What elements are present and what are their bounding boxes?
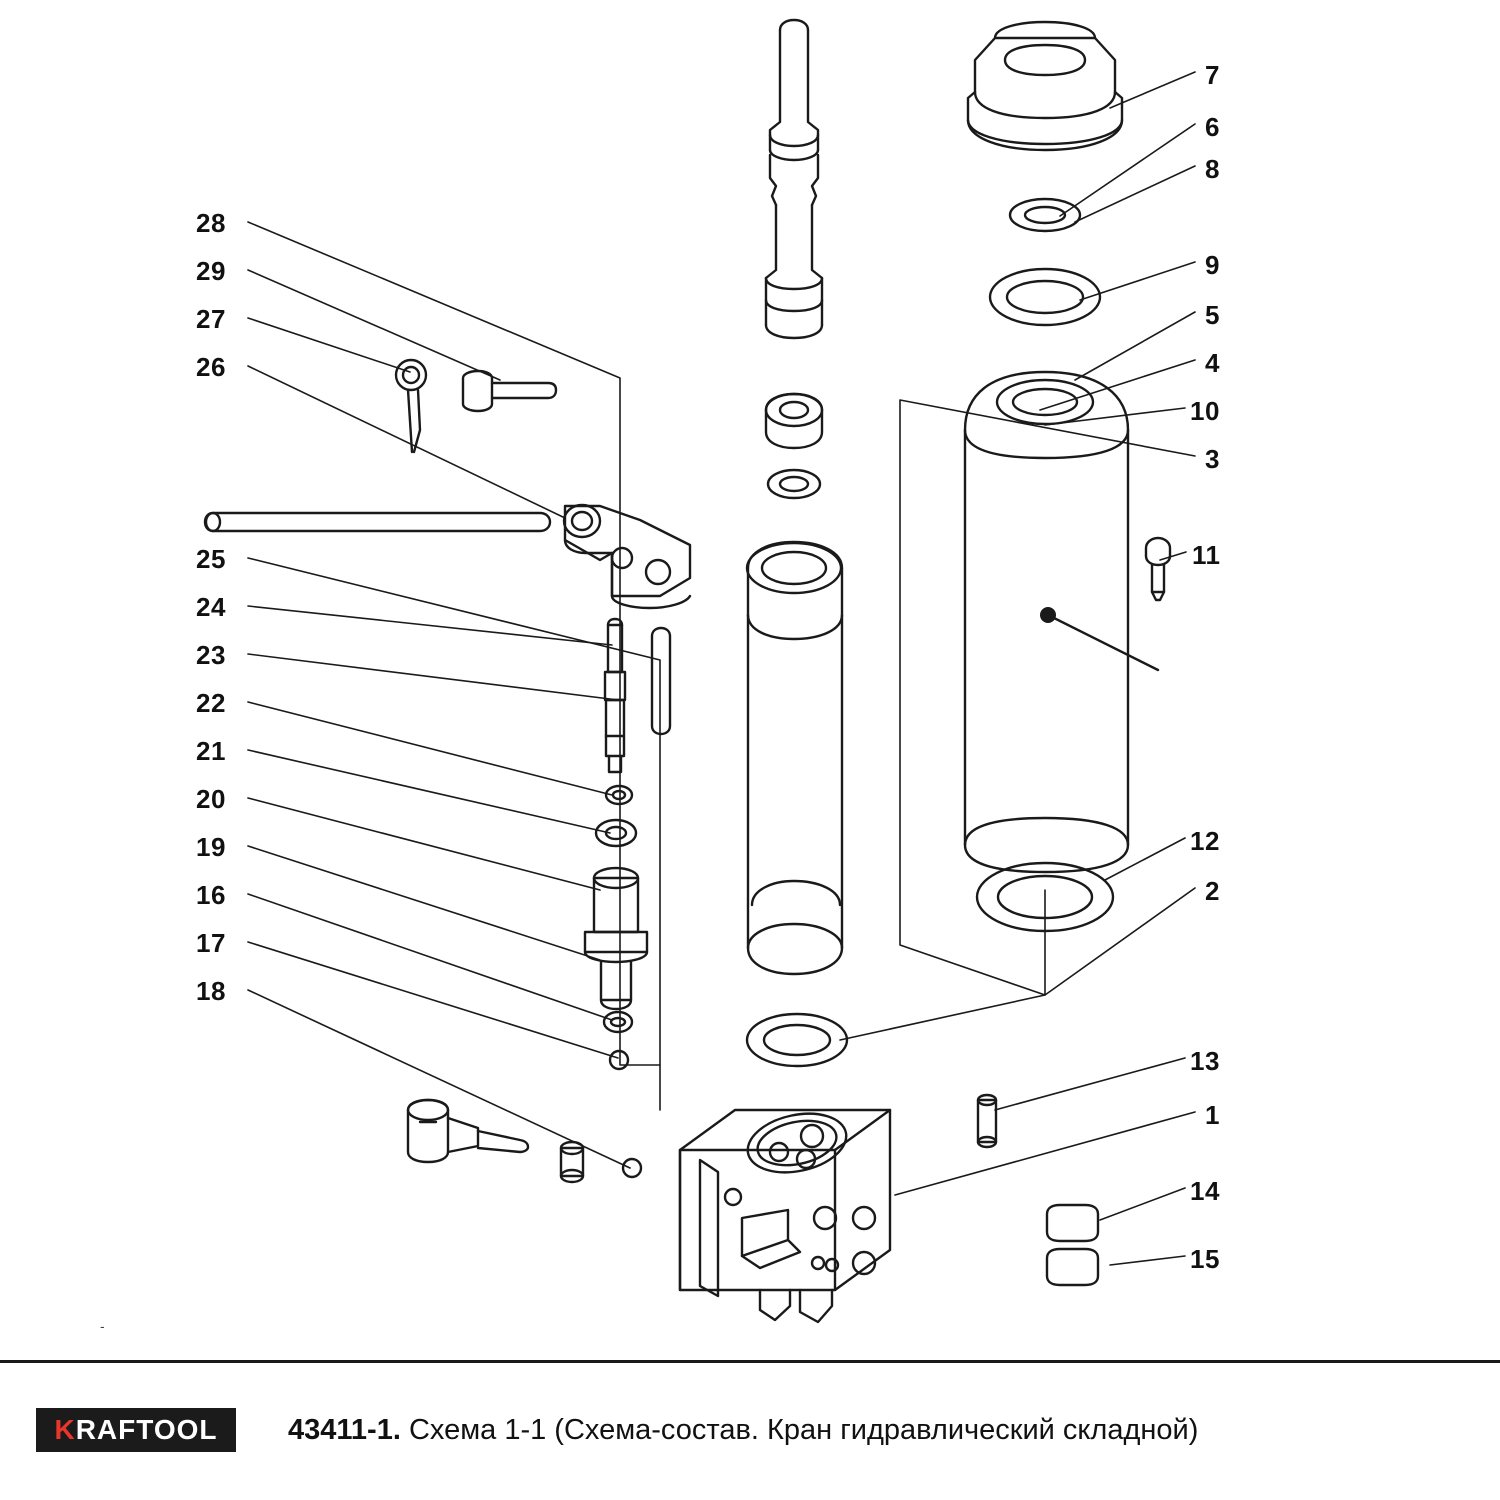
callout-10: 10 [1190,396,1220,426]
corner-tick: - [100,1318,105,1334]
part-8-washer [1010,199,1080,231]
callout-19: 19 [196,832,226,862]
leader-lines-left [248,222,660,1168]
part-27-cotter-pin [396,360,426,452]
leader-lines-right [840,72,1195,1265]
footer [0,1360,1500,1500]
part-23-plunger-lower [606,700,624,772]
part-18b-ball [623,1159,641,1177]
callout-7: 7 [1205,60,1220,90]
part-25-key-bar [652,628,670,734]
callout-21: 21 [196,736,226,766]
caption-code: 43411-1. [288,1414,401,1446]
part-29-bolt [463,371,556,411]
part-14-pin [1047,1205,1098,1241]
callout-24: 24 [196,592,226,622]
callout-22: 22 [196,688,226,718]
part-28-lever-bracket [564,505,690,608]
callout-15: 15 [1190,1244,1220,1274]
callout-3: 3 [1205,444,1220,474]
part-5-bushing [766,394,822,448]
callout-8: 8 [1205,154,1220,184]
callout-18: 18 [196,976,226,1006]
callout-2: 2 [1205,876,1220,906]
callout-9: 9 [1205,250,1220,280]
callout-20: 20 [196,784,226,814]
caption-text: Схема 1-1 (Схема-состав. Кран гидравлический складной) [408,1414,1199,1446]
part-6-piston-rod [766,20,822,338]
part-7-cap [968,22,1122,150]
callout-28: 28 [196,208,226,238]
part-24-plunger-upper [605,619,625,700]
callout-5: 5 [1205,300,1220,330]
part-20-piston-body [585,868,647,962]
callout-4: 4 [1205,348,1220,378]
callout-13: 13 [1190,1046,1220,1076]
callout-1: 1 [1205,1100,1220,1130]
diagram-caption [288,1410,1198,1450]
callout-25: 25 [196,544,226,574]
part-17b-sleeve [561,1142,583,1182]
callout-29: 29 [196,256,226,286]
callout-6: 6 [1205,112,1220,142]
part-9-oring [990,269,1100,325]
callout-11: 11 [1192,540,1221,570]
part-26-handle-tube [205,513,550,531]
part-19-piston-stem [601,962,631,1009]
callout-14: 14 [1190,1176,1220,1206]
part-11-plug [1040,538,1170,670]
part-4-ram-tube [747,542,842,974]
callout-16: 16 [196,880,226,910]
callout-12: 12 [1190,826,1220,856]
part-17-ball [610,1051,628,1069]
part-15-pin [1047,1249,1098,1285]
part-16-oring [604,1012,632,1032]
part-2-oring [747,1014,847,1066]
footer-divider [0,1360,1500,1363]
part-18-release-valve [408,1100,528,1162]
logo-text: RAFTOOL [75,1414,218,1445]
callout-17: 17 [196,928,226,958]
part-13-pin [978,1095,996,1147]
part-1-base-block [680,1105,890,1322]
callout-23: 23 [196,640,226,670]
part-21-washer [596,820,636,846]
part-10-oring [768,470,820,498]
callout-27: 27 [196,304,226,334]
logo-initial: K [54,1414,76,1445]
callout-26: 26 [196,352,226,382]
kraftool-logo [36,1408,236,1452]
